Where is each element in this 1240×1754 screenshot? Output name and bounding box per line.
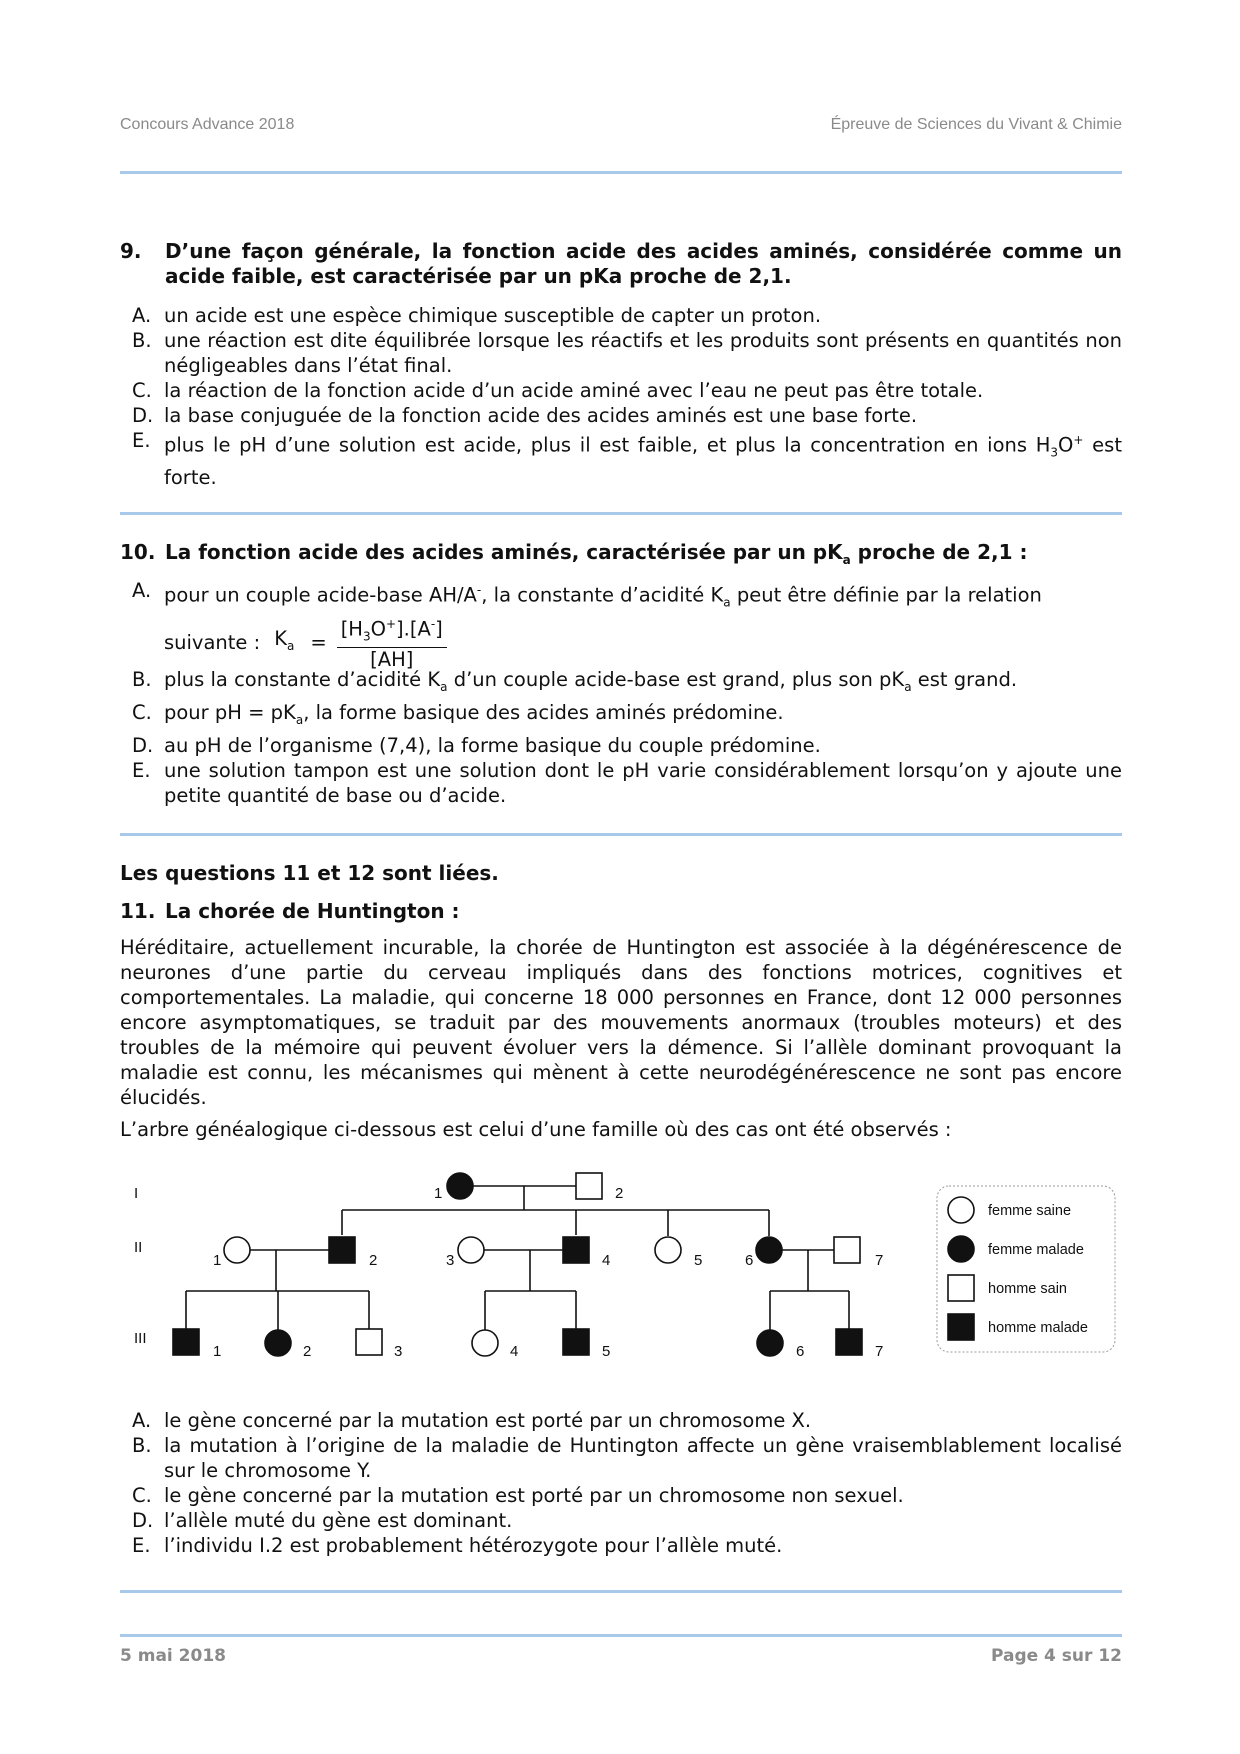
gen3-individual-1 xyxy=(173,1329,199,1355)
formula-denominator: [AH] xyxy=(370,648,414,672)
option-text: l’individu I.2 est probablement hétérozygote pour l’allèle muté. xyxy=(164,1534,783,1557)
header-subject: Épreuve de Sciences du Vivant & Chimie xyxy=(830,116,1122,133)
option-letter: E. xyxy=(132,429,151,452)
option-text: le gène concerné par la mutation est porté par un chromosome X. xyxy=(164,1409,812,1432)
divider xyxy=(120,1590,1122,1593)
option-letter: C. xyxy=(132,1484,152,1507)
individual-number: 2 xyxy=(303,1343,312,1360)
formula-label: suivante : xyxy=(164,630,261,654)
option-d xyxy=(132,1508,1122,1533)
option-letter: A. xyxy=(132,304,152,327)
question-text: La fonction acide des acides aminés, caractérisée par un $pK_a$ proche de 2,1 : xyxy=(165,540,1028,567)
individual-number: 5 xyxy=(694,1252,703,1269)
option-text: la base conjuguée de la fonction acide des acides aminés est une base forte. xyxy=(164,404,918,427)
formula-equals: = xyxy=(310,630,327,654)
individual-number: 5 xyxy=(602,1343,611,1360)
generation-label: III xyxy=(134,1330,147,1347)
individual-number: 2 xyxy=(615,1185,624,1202)
option-letter: B. xyxy=(132,668,152,692)
pedigree-legend xyxy=(937,1186,1115,1352)
legend-label: femme malade xyxy=(988,1242,1084,1258)
option-text: pour un couple acide-base AH/A-, la constante d’acidité $K_a$ peut être définie par la relation xyxy=(164,583,1042,610)
pedigree-intro: L’arbre généalogique ci-dessous est celui d’une famille où des cas ont été observés : xyxy=(120,1118,952,1141)
gen3-individual-7 xyxy=(836,1329,862,1355)
footer-page-number: Page 4 sur 12 xyxy=(990,1646,1122,1666)
legend-label: femme saine xyxy=(988,1203,1072,1219)
individual-number: 1 xyxy=(213,1252,222,1269)
gen2-individual-3 xyxy=(458,1237,484,1263)
option-letter: A. xyxy=(132,579,152,602)
question-number: 11. xyxy=(120,899,156,923)
option-text: plus la constante d’acidité $K_a$ d’un couple acide-base est grand, plus son $pK_a$ est grand. xyxy=(164,668,1018,695)
individual-number: 1 xyxy=(434,1185,443,1202)
gen2-individual-1 xyxy=(224,1237,250,1263)
legend-healthy-female-symbol xyxy=(948,1197,974,1223)
option-letter: D. xyxy=(132,734,154,758)
option-letter: D. xyxy=(132,1509,154,1532)
footer-divider xyxy=(120,1634,1122,1637)
header-exam-title: Concours Advance 2018 xyxy=(120,116,295,133)
gen2-individual-4 xyxy=(563,1237,589,1263)
gen1-individual-1 xyxy=(447,1173,473,1199)
option-text: au pH de l’organisme (7,4), la forme basique du couple prédomine. xyxy=(164,734,821,758)
footer-date: 5 mai 2018 xyxy=(120,1646,226,1666)
option-b xyxy=(132,1433,1122,1483)
option-text: pour pH = $pK_a$, la forme basique des acides aminés prédomine. xyxy=(164,701,784,728)
generation-label: I xyxy=(134,1185,139,1202)
individual-number: 6 xyxy=(745,1252,754,1269)
generation-label: II xyxy=(134,1239,143,1256)
linked-questions-note: Les questions 11 et 12 sont liées. xyxy=(120,861,499,885)
formula-lhs: $K_a$ xyxy=(274,626,295,653)
gen2-individual-6 xyxy=(756,1237,782,1263)
gen2-individual-5 xyxy=(655,1237,681,1263)
question-text: La chorée de Huntington : xyxy=(165,899,460,923)
individual-number: 3 xyxy=(394,1343,403,1360)
option-text: plus le pH d’une solution est acide, plus il est faible, et plus la concentration en ions $H_3O^+$ est forte. xyxy=(164,433,1122,490)
option-letter: D. xyxy=(132,404,154,427)
option-text: la mutation à l’origine de la maladie de Huntington affecte un gène vraisemblablement localisé sur le chromosome Y. xyxy=(164,1434,1122,1482)
individual-number: 1 xyxy=(213,1343,222,1360)
individual-number: 4 xyxy=(510,1343,519,1360)
option-letter: B. xyxy=(132,1434,152,1457)
individual-number: 4 xyxy=(602,1252,611,1269)
option-text: le gène concerné par la mutation est porté par un chromosome non sexuel. xyxy=(164,1484,904,1507)
option-letter: E. xyxy=(132,759,151,783)
gen2-individual-7 xyxy=(834,1237,860,1263)
option-text: l’allèle muté du gène est dominant. xyxy=(164,1509,513,1532)
option-text: une réaction est dite équilibrée lorsque les réactifs et les produits sont présents en quantités non négligeables dans l’état final. xyxy=(164,329,1122,377)
option-letter: C. xyxy=(132,379,152,402)
question-text: D’une façon générale, la fonction acide des acides aminés, considérée comme un acide faible, est caractérisée par un pKa proche de 2,1. xyxy=(165,239,1122,288)
individual-number: 7 xyxy=(875,1252,884,1269)
gen3-individual-4 xyxy=(472,1330,498,1356)
gen3-individual-6 xyxy=(757,1330,783,1356)
legend-affected-female-symbol xyxy=(948,1236,974,1262)
gen3-individual-2 xyxy=(265,1330,291,1356)
legend-affected-male-symbol xyxy=(948,1314,974,1340)
option-letter: C. xyxy=(132,701,152,725)
option-letter: E. xyxy=(132,1534,151,1557)
option-e xyxy=(132,1533,1122,1558)
individual-number: 2 xyxy=(369,1252,378,1269)
legend-label: homme malade xyxy=(988,1320,1088,1336)
question-11-options xyxy=(132,1408,1122,1558)
formula-numerator: $[H_3O^+].[A^-]$ xyxy=(337,613,447,648)
option-letter: B. xyxy=(132,329,152,352)
option-a xyxy=(132,1408,1122,1433)
legend-healthy-male-symbol xyxy=(948,1275,974,1301)
question-number: 9. xyxy=(120,239,142,263)
gen3-individual-3 xyxy=(356,1329,382,1355)
gen3-individual-5 xyxy=(563,1329,589,1355)
individual-number: 7 xyxy=(875,1343,884,1360)
option-text: la réaction de la fonction acide d’un acide aminé avec l’eau ne peut pas être totale. xyxy=(164,379,984,402)
question-number: 10. xyxy=(120,540,156,564)
option-letter: A. xyxy=(132,1409,152,1432)
gen2-individual-2 xyxy=(329,1237,355,1263)
legend-label: homme sain xyxy=(988,1281,1067,1297)
individual-number: 6 xyxy=(796,1343,805,1360)
huntington-paragraph: Héréditaire, actuellement incurable, la chorée de Huntington est associée à la dégénérescence de neurones d’une partie du cerveau impliqués dans des fonctions motrices, cognitives et comportementales. La maladie, qui concerne 18 000 personnes en France, dont 12 000 personnes encore asymptomatiques, se traduit par des mouvements anormaux (troubles moteurs) et des troubles de la mémoire qui peuvent évoluer vers la démence. Si l’allèle dominant provoquant la maladie est connu, les mécanismes qui mènent à cette neurodégénérescence ne sont pas encore élucidés. xyxy=(120,936,1122,1109)
individual-number: 3 xyxy=(446,1252,455,1269)
gen1-individual-2 xyxy=(576,1173,602,1199)
option-c xyxy=(132,1483,1122,1508)
option-text: une solution tampon est une solution dont le pH varie considérablement lorsqu’on y ajoute une petite quantité de base ou d’acide. xyxy=(164,759,1122,808)
option-text: un acide est une espèce chimique susceptible de capter un proton. xyxy=(164,304,822,327)
